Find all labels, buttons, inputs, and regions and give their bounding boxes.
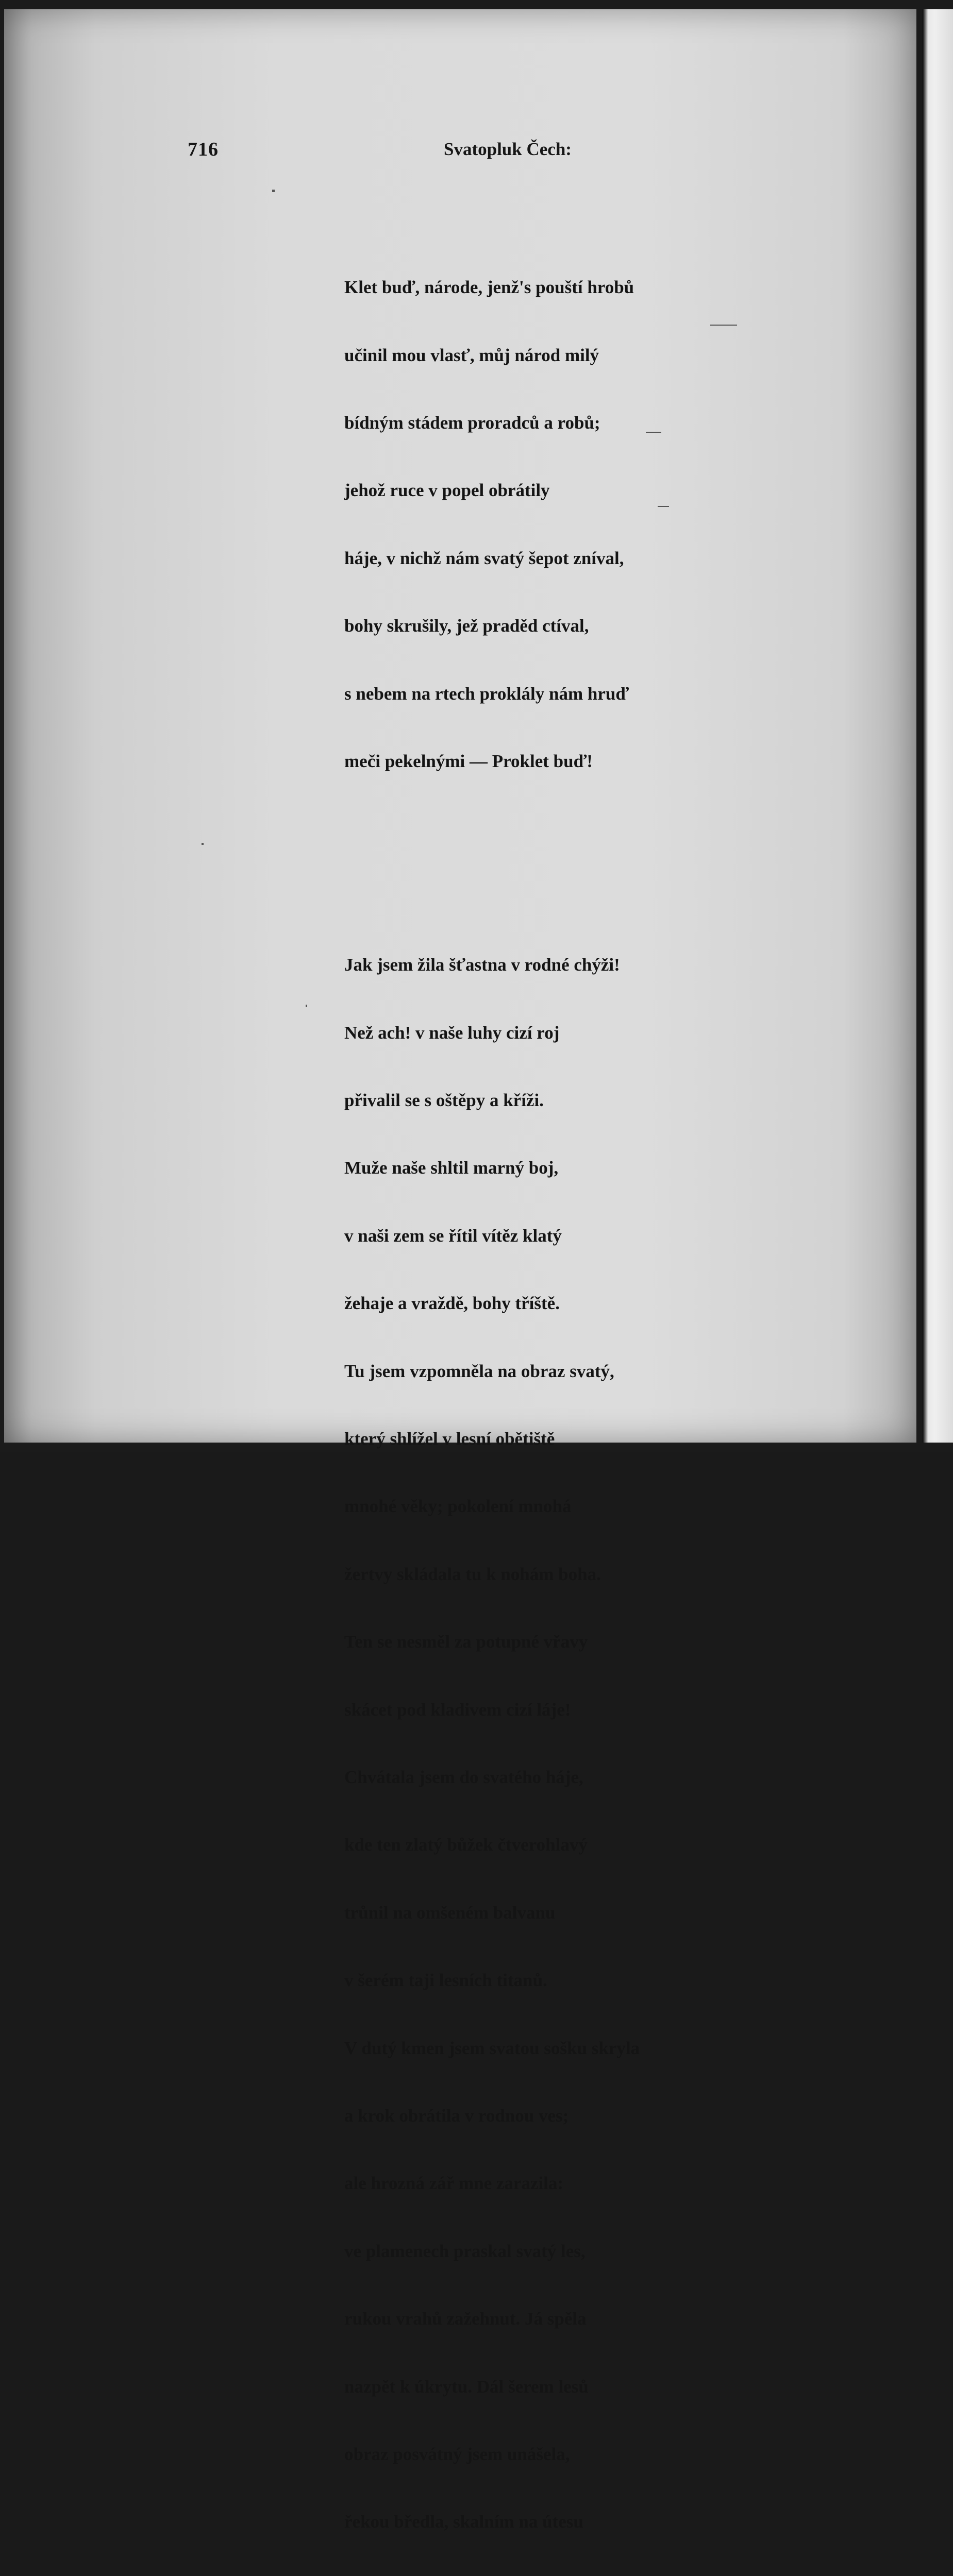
poem-line: řekou bředla, skalním na útesu xyxy=(344,2512,583,2532)
poem-line: žehaje a vraždě, bohy tříště. xyxy=(344,1293,560,1314)
poem-line: Ten se nesměl za potupné vřavy xyxy=(344,1632,588,1652)
poem-line: učinil mou vlasť, můj národ milý xyxy=(344,345,599,365)
poem-text xyxy=(344,186,901,2576)
poem-line: rukou vrahů zažehnut. Já spěla xyxy=(344,2309,587,2329)
stanza-2 xyxy=(344,909,901,2576)
poem-line: bídným stádem proradců a robů; xyxy=(344,412,600,433)
poem-line: V dutý kmen jsem svatou sošku skryla xyxy=(344,2038,640,2058)
poem-line: bohy skrušily, jež praděd ctíval, xyxy=(344,616,589,636)
page-number: 716 xyxy=(188,139,219,160)
poem-line: Chvátala jsem do svatého háje, xyxy=(344,1767,583,1787)
print-speck xyxy=(272,190,275,192)
poem-line: a krok obrátila v rodnou ves; xyxy=(344,2105,569,2126)
poem-line: skácet pod kladivem cizí láje! xyxy=(344,1699,571,1720)
poem-line: ve plamenech praskal svatý les, xyxy=(344,2241,586,2261)
poem-line: kde ten zlatý bůžek čtverohlavý xyxy=(344,1835,588,1855)
poem-line: Klet buď, národe, jenž's pouští hrobů xyxy=(344,277,634,298)
poem-line: háje, v nichž nám svatý šepot zníval, xyxy=(344,548,624,568)
poem-line: mnohé věky; pokolení mnohá xyxy=(344,1496,572,1517)
scan-edge-strip xyxy=(923,9,953,1443)
book-page xyxy=(4,9,916,2532)
print-speck xyxy=(646,432,661,433)
poem-line: Tu jsem vzpomněla na obraz svatý, xyxy=(344,1361,614,1381)
poem-line: Jak jsem žila šťastna v rodné chýži! xyxy=(344,955,620,975)
poem-line: Než ach! v naše luhy cizí roj xyxy=(344,1022,560,1043)
print-speck xyxy=(710,325,737,326)
poem-line: meči pekelnými — Proklet buď! xyxy=(344,751,593,771)
print-speck xyxy=(658,506,669,507)
poem-line: jehož ruce v popel obrátily xyxy=(344,480,550,501)
running-head: Svatopluk Čech: xyxy=(444,139,572,159)
page-header xyxy=(4,138,916,164)
poem-line: ale hrozná zář mne zarazila: xyxy=(344,2173,564,2194)
poem-line: nazpět k úkrytu. Dál šerem lesů xyxy=(344,2376,589,2397)
print-speck xyxy=(306,1005,307,1007)
poem-line: s nebem na rtech proklály nám hruď xyxy=(344,683,629,704)
poem-line: který shlížel v lesní obětiště xyxy=(344,1429,555,1449)
poem-line: obraz posvátný jsem unášela, xyxy=(344,2444,570,2464)
poem-line: přivalil se s oštěpy a kříži. xyxy=(344,1090,544,1111)
poem-line: v šerém taji lesních titanů. xyxy=(344,1970,547,1991)
stanza-1 xyxy=(344,231,901,818)
poem-line: žertvy skládala tu k nohám boha. xyxy=(344,1564,601,1584)
poem-line: trůnil na omšeném balvanu xyxy=(344,1902,556,1923)
print-speck xyxy=(202,843,204,845)
poem-line: Muže naše shltil marný boj, xyxy=(344,1158,559,1178)
poem-line: v naši zem se řítil vítěz klatý xyxy=(344,1225,562,1246)
